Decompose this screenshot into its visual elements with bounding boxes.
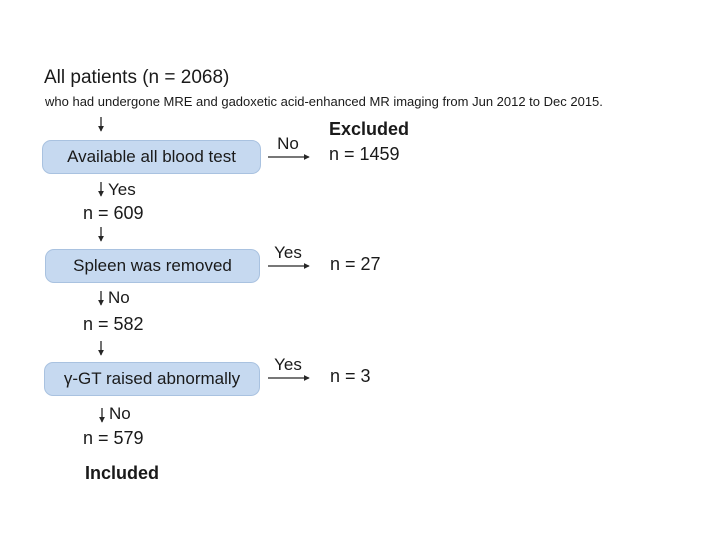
flow-box-blood-test <box>42 140 261 174</box>
branch-label-no-1: No <box>277 134 299 153</box>
branch-label-yes-3: Yes <box>274 355 302 374</box>
count-after-step-3: n = 579 <box>83 428 144 448</box>
excluded-count-spleen: n = 27 <box>330 254 381 274</box>
flow-box-label: Spleen was removed <box>73 256 232 275</box>
page-title: All patients (n = 2068) <box>44 67 230 88</box>
down-label-no-2: No <box>108 288 130 307</box>
down-label-no-3: No <box>109 404 131 423</box>
excluded-header: Excluded <box>329 119 410 139</box>
down-label-yes-1: Yes <box>108 180 136 199</box>
excluded-count: n = 1459 <box>329 144 400 164</box>
flow-box-ggt <box>44 362 260 396</box>
page-subtitle: who had undergone MRE and gadoxetic acid-enhanced MR imaging from Jun 2012 to Dec 2015. <box>45 94 603 109</box>
count-after-step-2: n = 582 <box>83 314 144 334</box>
branch-label-yes-2: Yes <box>274 243 302 262</box>
flow-box-spleen <box>45 249 260 283</box>
included-label: Included <box>85 463 160 483</box>
count-after-step-1: n = 609 <box>83 203 144 223</box>
excluded-count-ggt: n = 3 <box>330 366 371 386</box>
flow-box-label: γ-GT raised abnormally <box>63 369 241 388</box>
flow-box-label: Available all blood test <box>67 147 236 166</box>
